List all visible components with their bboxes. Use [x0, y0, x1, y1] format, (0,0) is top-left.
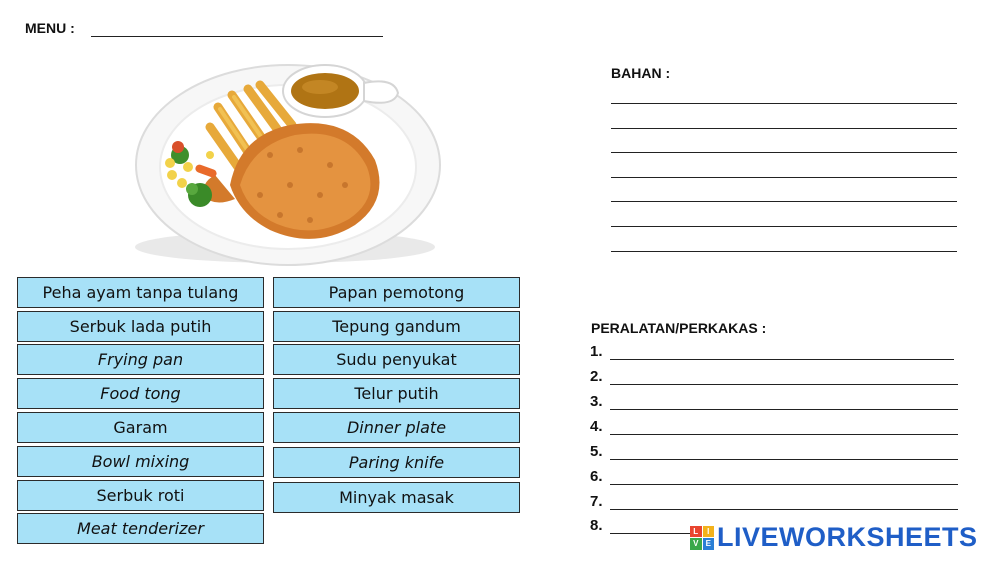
word-chip[interactable]: Bowl mixing — [17, 446, 264, 477]
peralatan-row-6 — [590, 468, 958, 485]
peralatan-answer-line[interactable] — [610, 421, 958, 435]
word-chip[interactable]: Frying pan — [17, 344, 264, 375]
peralatan-title: PERALATAN/PERKAKAS : — [591, 320, 767, 336]
row-number: 7. — [590, 493, 603, 510]
menu-label: MENU : — [25, 20, 75, 36]
row-number: 4. — [590, 418, 603, 435]
word-chip[interactable]: Dinner plate — [273, 412, 520, 443]
bahan-answer-line[interactable] — [611, 226, 957, 227]
row-number: 2. — [590, 368, 603, 385]
word-chip[interactable]: Papan pemotong — [273, 277, 520, 308]
peralatan-answer-line[interactable] — [610, 520, 690, 534]
peralatan-answer-line[interactable] — [610, 396, 958, 410]
peralatan-row-1 — [590, 343, 954, 360]
word-chip[interactable]: Minyak masak — [273, 482, 520, 513]
row-number: 3. — [590, 393, 603, 410]
word-chip[interactable]: Sudu penyukat — [273, 344, 520, 375]
peralatan-row-5 — [590, 443, 958, 460]
bahan-answer-line[interactable] — [611, 251, 957, 252]
peralatan-row-7 — [590, 493, 958, 510]
peralatan-row-2 — [590, 368, 958, 385]
row-number: 8. — [590, 517, 603, 534]
liveworksheets-brand — [690, 522, 978, 553]
word-chip[interactable]: Peha ayam tanpa tulang — [17, 277, 264, 308]
word-chip[interactable]: Tepung gandum — [273, 311, 520, 342]
bahan-answer-line[interactable] — [611, 152, 957, 153]
word-chip[interactable]: Meat tenderizer — [17, 513, 264, 544]
peralatan-answer-line[interactable] — [610, 346, 954, 360]
peralatan-answer-line[interactable] — [610, 496, 958, 510]
word-chip[interactable]: Serbuk lada putih — [17, 311, 264, 342]
peralatan-answer-line[interactable] — [610, 446, 958, 460]
row-number: 6. — [590, 468, 603, 485]
chicken-plate-image — [120, 55, 450, 270]
row-number: 1. — [590, 343, 603, 360]
brand-text: LIVEWORKSHEETS — [717, 522, 978, 552]
word-chip[interactable]: Food tong — [17, 378, 264, 409]
row-number: 5. — [590, 443, 603, 460]
bahan-answer-line[interactable] — [611, 201, 957, 202]
bahan-title: BAHAN : — [611, 65, 671, 81]
peralatan-row-8 — [590, 517, 690, 534]
liveworksheets-logo-icon: L I V E — [690, 526, 714, 550]
word-chip[interactable]: Paring knife — [273, 447, 520, 478]
word-chip[interactable]: Garam — [17, 412, 264, 443]
bahan-answer-line[interactable] — [611, 128, 957, 129]
bahan-answer-line[interactable] — [611, 177, 957, 178]
peralatan-answer-line[interactable] — [610, 371, 958, 385]
bahan-answer-line[interactable] — [611, 103, 957, 104]
word-chip[interactable]: Telur putih — [273, 378, 520, 409]
peralatan-row-4 — [590, 418, 958, 435]
menu-answer-line[interactable] — [91, 36, 383, 37]
word-chip[interactable]: Serbuk roti — [17, 480, 264, 511]
peralatan-row-3 — [590, 393, 958, 410]
peralatan-answer-line[interactable] — [610, 471, 958, 485]
